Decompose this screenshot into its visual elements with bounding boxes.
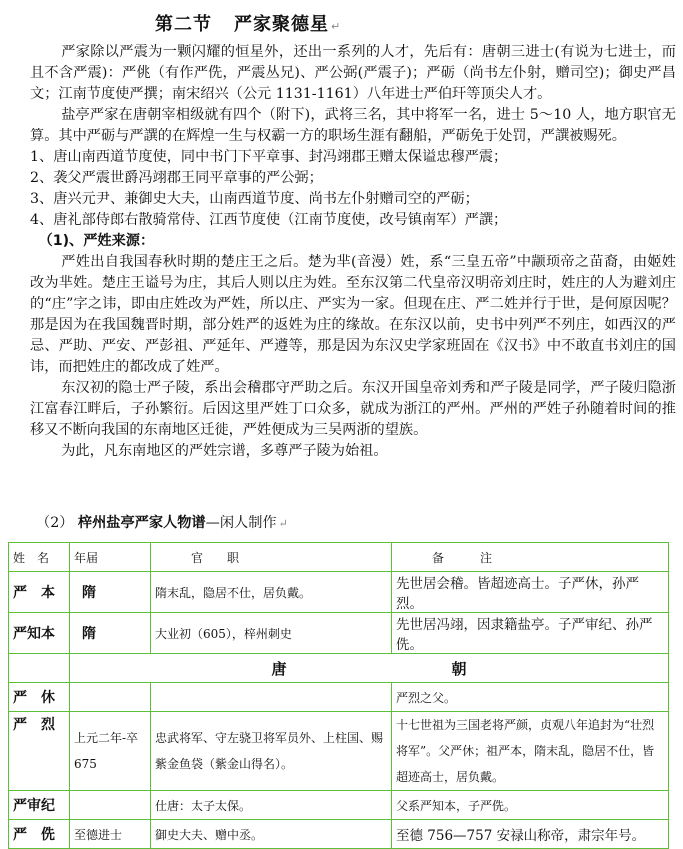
- header-post: 官 职: [151, 543, 392, 572]
- header-note: 备 注: [392, 543, 669, 572]
- list-item: 2、袭父严震世爵冯翊郡王同平章事的严公弼；: [30, 170, 323, 186]
- cell-name: 严 侁: [9, 820, 70, 849]
- section-number: 第二节: [155, 14, 212, 35]
- subsection-2-title: 梓州盐亭严家人物谱: [77, 515, 206, 531]
- table-row: [9, 572, 669, 613]
- section-heading: [155, 10, 341, 36]
- cell-note: 先世居会稽。皆超迹高士。子严休，孙严烈。: [392, 572, 669, 613]
- origin-paragraph: 严姓出自我国春秋时期的楚庄王之后。楚为芈(音漫）姓，系“三皇五帝”中颛顼帝之苗裔，由姬姓改为芈姓。楚庄王谥号为庄，其后人则以庄为姓。至东汉第二代皇帝汉明帝刘庄时，姓庄的人为避刘庄的“庄”字之讳，即由庄姓改为严姓，所以庄、严实为一家。但现在庄、严二姓并行于世，是何原因呢？那是因为在我国魏晋时期，部分姓严的返姓为庄的缘故。在东汉以前，史书中列严不列庄，如西汉的严忌、严助、严安、严彭祖、严延年、严遵等，那是因为东汉史学家班固在《汉书》中不敢直书刘庄的国讳，而把姓庄的都改成了姓严。: [30, 254, 676, 375]
- table-row: [9, 683, 669, 712]
- subsection-2-number: （2）: [36, 515, 74, 531]
- intro-text: [30, 42, 676, 462]
- list-item: 1、唐山南西道节度使，同中书门下平章事、封冯翊郡王赠太保谥忠穆严震；: [30, 149, 508, 165]
- cell-era: 至德进士: [70, 820, 151, 849]
- cell-name: 严知本: [9, 613, 70, 654]
- intro-paragraph: 盐亭严家在唐朝宰相级就有四个（附下)，武将三名，其中将军一名，进士 5～10 人，地方职官无算。其中严砺与严譔的在辉煌一生与权霸一方的职场生涯有翻船，严砺免于处罚，严譔被赐死。: [30, 107, 676, 144]
- header-era: 年届: [70, 543, 151, 572]
- section-title: 严家聚德星: [234, 14, 329, 35]
- cell-name: 严审纪: [9, 791, 70, 820]
- cell-note: 严烈之父。: [392, 683, 669, 712]
- cell-post: 忠武将军、守左骁卫将军员外、上柱国、赐紫金鱼袋（紫金山得名）。: [151, 712, 392, 791]
- table-header-row: [9, 543, 669, 572]
- paragraph-mark-icon: ↵: [278, 517, 288, 530]
- cell-note: 父系严知本，子严侁。: [392, 791, 669, 820]
- cell-name: 严 本: [9, 572, 70, 613]
- cell-post: [151, 683, 392, 712]
- cell-note: 十七世祖为三国老将严颜，贞观八年追封为“壮烈将军”。父严休；祖严本，隋末乱，隐居不仕，皆超迹高士，居负戴。: [392, 712, 669, 791]
- cell-era: 隋: [70, 613, 151, 654]
- subsection-2-heading: [36, 512, 288, 532]
- table-row: [9, 791, 669, 820]
- cell-name: 严 休: [9, 683, 70, 712]
- family-roster-table: [8, 542, 669, 849]
- header-name: 姓 名: [9, 543, 70, 572]
- cell-post: 大业初（605），梓州刺史: [151, 613, 392, 654]
- cell-note: 先世居冯翊，因隶籍盐亭。子严审纪、孙严侁。: [392, 613, 669, 654]
- cell-post: 御史大夫、赠中丞。: [151, 820, 392, 849]
- origin-paragraph: 东汉初的隐士严子陵，系出会稽郡守严助之后。东汉开国皇帝刘秀和严子陵是同学，严子陵归隐浙江富春江畔后，子孙繁衍。后因这里严姓丁口众多，就成为浙江的严州。严州的严姓子孙随着时间的推移又不断向我国的东南地区迁徙，严姓便成为三吴两浙的望族。: [30, 380, 676, 438]
- cell-era: 隋: [70, 572, 151, 613]
- cell-note: 至德 756—757 安禄山称帝，肃宗年号。: [392, 820, 669, 849]
- dynasty-row: [9, 654, 669, 683]
- cell-era: [70, 683, 151, 712]
- table-row: [9, 820, 669, 849]
- cell-era: 上元二年-卒 675: [70, 712, 151, 791]
- cell-post: 仕唐：太子太保。: [151, 791, 392, 820]
- list-item: 4、唐礼部侍郎右散骑常侍、江西节度使（江南节度使，改号镇南军）严譔；: [30, 212, 508, 228]
- subsection-heading: （1)、严姓来源：: [38, 233, 155, 249]
- cell-era: [70, 791, 151, 820]
- dynasty-label: 唐 朝: [70, 654, 669, 683]
- cell-name: 严 烈: [9, 712, 70, 791]
- table-row: [9, 613, 669, 654]
- origin-paragraph: 为此，凡东南地区的严姓宗谱，多尊严子陵为始祖。: [61, 443, 388, 459]
- cell-post: 隋末乱，隐居不仕，居负戴。: [151, 572, 392, 613]
- intro-paragraph: 严家除以严震为一颗闪耀的恒星外，还出一系列的人才，先后有：唐朝三进士(有说为七进士，而且不含严震)：严佻（有作严侁，严震丛兄)、严公弼(严震子)；严砺（尚书左仆射，赠司空)；御史严昌文；江南节度使严撰；南宋绍兴（公元 1131-1161）八年进士严伯玕等顶尖人才。: [30, 44, 676, 102]
- paragraph-mark-icon: ↵: [331, 20, 342, 33]
- subsection-2-author: —闲人制作: [205, 515, 277, 531]
- list-item: 3、唐兴元尹、兼御史大夫，山南西道节度、尚书左仆射赠司空的严砺；: [30, 191, 479, 207]
